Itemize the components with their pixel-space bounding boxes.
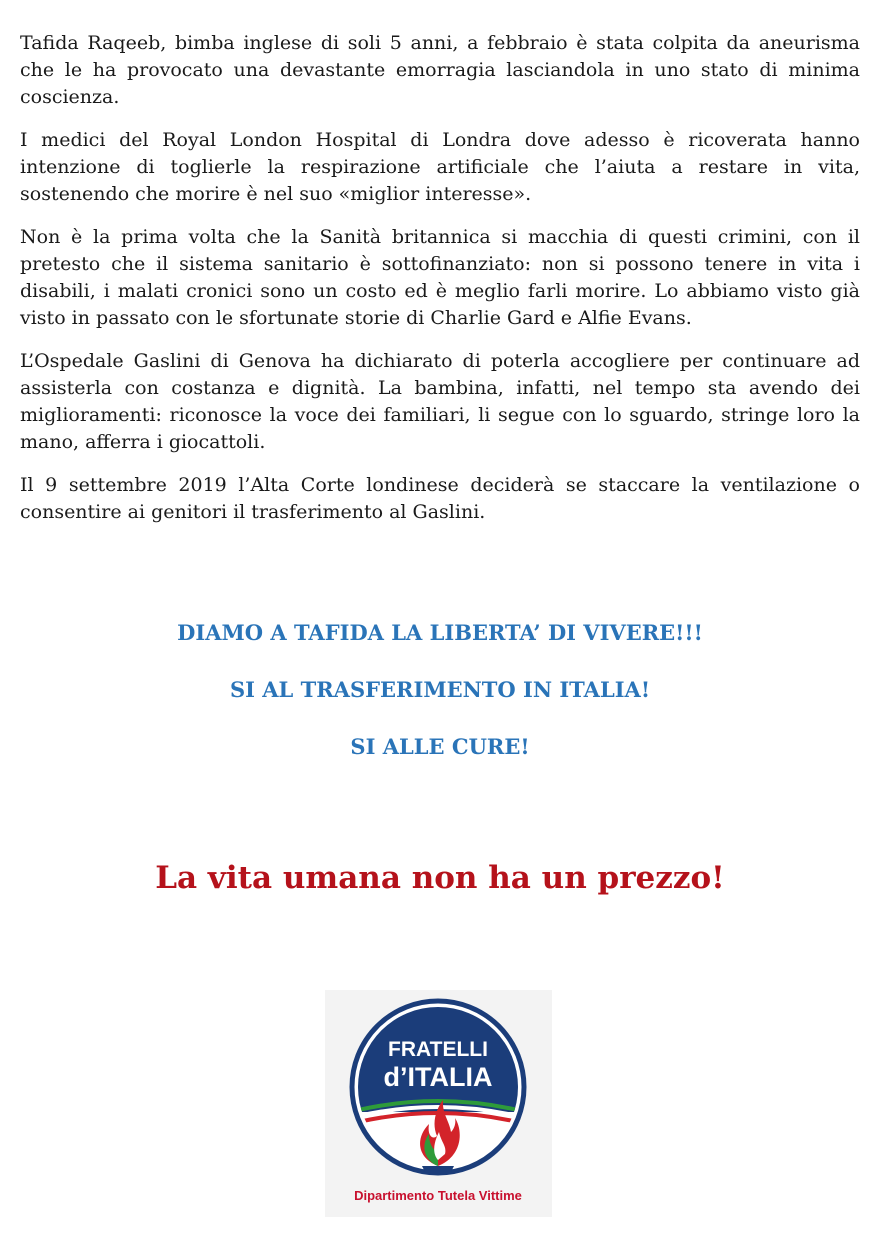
- paragraph-1: Tafida Raqeeb, bimba inglese di soli 5 anni, a febbraio è stata colpita da aneurisma che le ha provocato una devastante emorragia lasciandola in uno stato di minima coscienza.: [20, 32, 860, 108]
- paragraph-3: Non è la prima volta che la Sanità britannica si macchia di questi crimini, con il pretesto che il sistema sanitario è sottofinanziato: non si possono tenere in vita i disabili, i malati cronici sono un costo ed è meglio farli morire. Lo abbiamo visto già visto in passato con le sfortunate storie di Charlie Gard e Alfie Evans.: [20, 225, 860, 329]
- slogan-liberty: DIAMO A TAFIDA LA LIBERTA’ DI VIVERE!!!: [177, 620, 703, 645]
- paragraph-4: L’Ospedale Gaslini di Genova ha dichiarato di poterla accogliere per continuare ad assisterla con costanza e dignità. La bambina, infatti, nel tempo sta avendo dei miglioramenti: riconosce la voce dei familiari, li segue con lo sguardo, stringe loro la mano, afferra i giocattoli.: [20, 349, 860, 453]
- article-body: [20, 30, 860, 542]
- slogan-care: SI ALLE CURE!: [350, 734, 530, 759]
- motto: La vita umana non ha un prezzo!: [155, 860, 725, 896]
- paragraph-5: Il 9 settembre 2019 l’Alta Corte londinese deciderà se staccare la ventilazione o consentire ai genitori il trasferimento al Gaslini.: [20, 473, 860, 523]
- logo-line-1: FRATELLI: [388, 1038, 488, 1061]
- paragraph-2: I medici del Royal London Hospital di Londra dove adesso è ricoverata hanno intenzione di toglierle la respirazione artificiale che l’aiuta a restare in vita, sostenendo che morire è nel suo «miglior interesse».: [20, 128, 860, 205]
- slogans: [0, 620, 880, 791]
- slogan-transfer: SI AL TRASFERIMENTO IN ITALIA!: [229, 677, 651, 702]
- flame-logo-icon: [325, 990, 552, 1217]
- logo-line-2: d’ITALIA: [383, 1062, 493, 1092]
- party-logo: [325, 990, 552, 1217]
- logo-caption: Dipartimento Tutela Vittime: [354, 1188, 522, 1203]
